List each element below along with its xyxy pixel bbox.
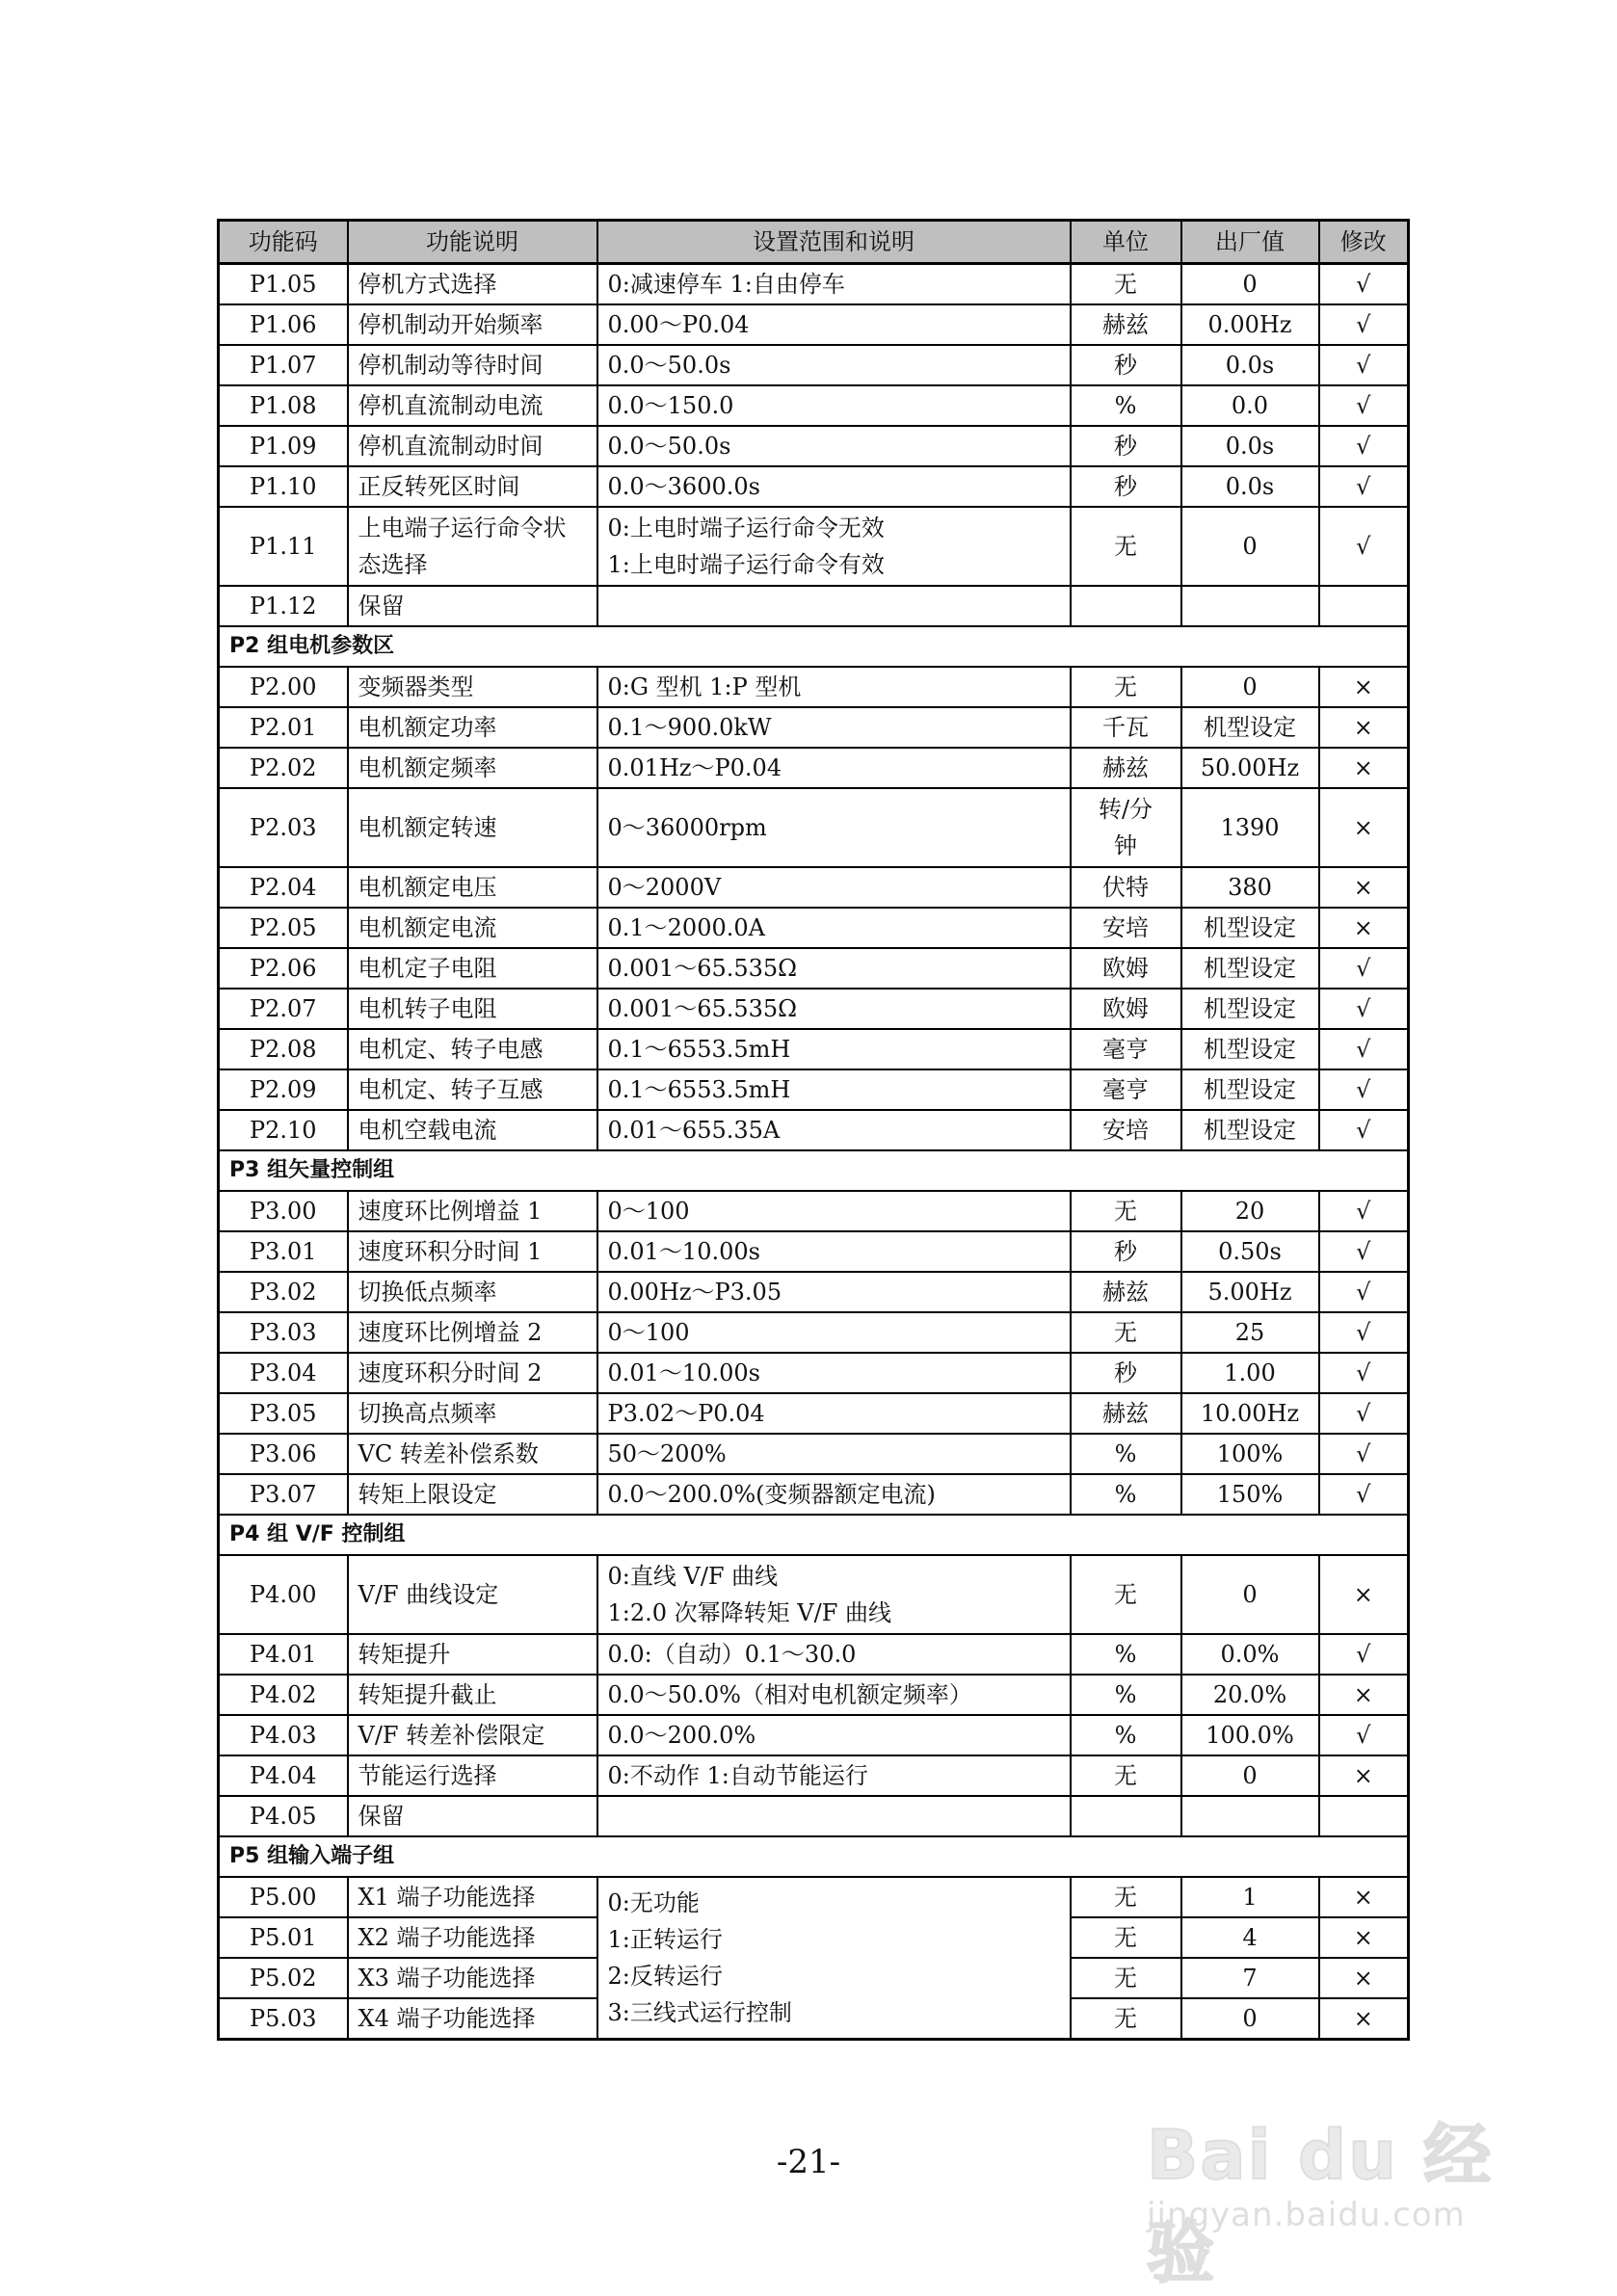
baidu-jingyan-watermark [1147,2096,1551,2292]
cell-default: 1.00 [1181,1353,1319,1393]
cell-unit: 赫兹 [1071,304,1181,345]
table-row [219,426,1409,466]
table-row [219,948,1409,989]
cell-default: 0 [1181,1755,1319,1796]
table-row [219,1272,1409,1312]
cell-unit: 千瓦 [1071,707,1181,748]
cell-unit: 毫亨 [1071,1029,1181,1069]
table-row [219,466,1409,507]
cell-unit: 无 [1071,1312,1181,1353]
cell-default: 0.0s [1181,345,1319,385]
header-default: 出厂值 [1181,221,1319,264]
cell-code: P4.01 [219,1634,348,1675]
cell-name: 电机定、转子电感 [348,1029,597,1069]
cell-default: 1390 [1181,788,1319,867]
cell-default: 5.00Hz [1181,1272,1319,1312]
range-line: 0:上电时端子运行命令无效 [607,515,885,541]
cell-default: 机型设定 [1181,989,1319,1029]
cell-code: P2.04 [219,867,348,908]
cell-name: 保留 [348,586,597,626]
cell-name: 电机额定频率 [348,748,597,788]
cell-code: P5.03 [219,1998,348,2040]
cell-default: 25 [1181,1312,1319,1353]
table-row [219,908,1409,948]
cell-modify: √ [1319,1474,1409,1515]
cell-default: 20 [1181,1191,1319,1231]
cell-range: 0～100 [597,1312,1071,1353]
cell-modify: √ [1319,1393,1409,1434]
cell-code: P2.08 [219,1029,348,1069]
cell-range: 0.00～P0.04 [597,304,1071,345]
table-row [219,1312,1409,1353]
cell-name: V/F 曲线设定 [348,1555,597,1634]
cell-modify [1319,586,1409,626]
cell-unit: 欧姆 [1071,989,1181,1029]
table-row [219,1231,1409,1272]
cell-unit: 毫亨 [1071,1069,1181,1110]
range-line: 1:上电时端子运行命令有效 [607,551,885,578]
table-row [219,264,1409,305]
cell-code: P4.05 [219,1796,348,1836]
section-title-p2: P2 组电机参数区 [219,626,1409,667]
section-title-p4: P4 组 V/F 控制组 [219,1515,1409,1555]
cell-unit: % [1071,1675,1181,1715]
cell-name: 转矩提升截止 [348,1675,597,1715]
cell-default: 7 [1181,1958,1319,1998]
table-row [219,1110,1409,1150]
cell-name: 停机直流制动时间 [348,426,597,466]
cell-unit: 秒 [1071,426,1181,466]
cell-modify: √ [1319,1110,1409,1150]
cell-modify: × [1319,1917,1409,1958]
cell-name: 保留 [348,1796,597,1836]
cell-name: 电机额定电流 [348,908,597,948]
cell-default: 0.0s [1181,426,1319,466]
cell-default: 0 [1181,1998,1319,2040]
table-row [219,1555,1409,1634]
cell-name: 速度环积分时间 1 [348,1231,597,1272]
cell-range: 0.0:（自动）0.1～30.0 [597,1634,1071,1675]
cell-modify: √ [1319,948,1409,989]
cell-default: 1 [1181,1877,1319,1917]
cell-default: 10.00Hz [1181,1393,1319,1434]
range-line: 0:直线 V/F 曲线 [607,1563,779,1590]
cell-modify: √ [1319,1191,1409,1231]
cell-name: 电机额定电压 [348,867,597,908]
table-row [219,1675,1409,1715]
cell-unit: % [1071,1715,1181,1755]
table-row [219,1755,1409,1796]
header-name: 功能说明 [348,221,597,264]
cell-modify: × [1319,748,1409,788]
cell-name: 停机方式选择 [348,264,597,305]
cell-default: 380 [1181,867,1319,908]
cell-unit: 赫兹 [1071,748,1181,788]
cell-name: 停机制动开始频率 [348,304,597,345]
cell-range: 0.0～50.0%（相对电机额定频率） [597,1675,1071,1715]
cell-default: 100.0% [1181,1715,1319,1755]
cell-default: 4 [1181,1917,1319,1958]
section-row [219,1150,1409,1191]
cell-default: 0 [1181,507,1319,586]
cell-name: 电机转子电阻 [348,989,597,1029]
table-row [219,1191,1409,1231]
cell-modify: × [1319,1877,1409,1917]
table-row [219,748,1409,788]
cell-modify: √ [1319,1715,1409,1755]
cell-range: 0.0～150.0 [597,385,1071,426]
cell-range [597,586,1071,626]
watermark-brand: Bai du 经验 [1147,2116,1494,2292]
cell-unit: 安培 [1071,908,1181,948]
cell-default: 机型设定 [1181,1029,1319,1069]
cell-range: 0.0～200.0%(变频器额定电流) [597,1474,1071,1515]
cell-code: P1.06 [219,304,348,345]
cell-default: 0.50s [1181,1231,1319,1272]
cell-code: P3.05 [219,1393,348,1434]
cell-name: X4 端子功能选择 [348,1998,597,2040]
cell-default [1181,586,1319,626]
cell-modify: √ [1319,1634,1409,1675]
cell-unit: 无 [1071,1555,1181,1634]
cell-unit: 无 [1071,1998,1181,2040]
table-row [219,1474,1409,1515]
cell-unit: % [1071,1474,1181,1515]
cell-range: 0.1～2000.0A [597,908,1071,948]
cell-modify: √ [1319,1312,1409,1353]
table-row [219,1796,1409,1836]
cell-code: P1.08 [219,385,348,426]
cell-range: P3.02～P0.04 [597,1393,1071,1434]
cell-unit: 伏特 [1071,867,1181,908]
cell-range: 0.00Hz～P3.05 [597,1272,1071,1312]
cell-code: P2.03 [219,788,348,867]
table-row [219,1069,1409,1110]
cell-code: P4.00 [219,1555,348,1634]
cell-range: 0～2000V [597,867,1071,908]
cell-code: P4.03 [219,1715,348,1755]
cell-name: 停机直流制动电流 [348,385,597,426]
cell-unit: 欧姆 [1071,948,1181,989]
cell-modify: × [1319,908,1409,948]
cell-name: 电机额定转速 [348,788,597,867]
cell-default: 0 [1181,264,1319,305]
cell-default: 20.0% [1181,1675,1319,1715]
cell-unit: 无 [1071,1917,1181,1958]
cell-name: 转矩提升 [348,1634,597,1675]
cell-code: P1.12 [219,586,348,626]
cell-code: P4.04 [219,1755,348,1796]
cell-range: 0.001～65.535Ω [597,948,1071,989]
cell-default: 100% [1181,1434,1319,1474]
table-row [219,345,1409,385]
cell-unit: 赫兹 [1071,1393,1181,1434]
cell-range: 0～36000rpm [597,788,1071,867]
cell-range: 50～200% [597,1434,1071,1474]
cell-code: P3.00 [219,1191,348,1231]
cell-name: X3 端子功能选择 [348,1958,597,1998]
header-range: 设置范围和说明 [597,221,1071,264]
cell-default: 0 [1181,1555,1319,1634]
table-row [219,989,1409,1029]
cell-name: 速度环比例增益 2 [348,1312,597,1353]
table-row [219,788,1409,867]
cell-unit: 无 [1071,1191,1181,1231]
cell-unit: 安培 [1071,1110,1181,1150]
cell-range [597,1555,1071,1634]
cell-unit: 无 [1071,507,1181,586]
header-unit: 单位 [1071,221,1181,264]
cell-modify: √ [1319,1272,1409,1312]
cell-range: 0.01～10.00s [597,1231,1071,1272]
cell-default: 0.0 [1181,385,1319,426]
cell-code: P5.00 [219,1877,348,1917]
cell-unit: 秒 [1071,1353,1181,1393]
cell-default: 150% [1181,1474,1319,1515]
cell-default: 机型设定 [1181,707,1319,748]
cell-modify: × [1319,867,1409,908]
section-title-p5: P5 组输入端子组 [219,1836,1409,1877]
cell-modify: √ [1319,345,1409,385]
table-row [219,304,1409,345]
table-row [219,507,1409,586]
cell-name: X2 端子功能选择 [348,1917,597,1958]
cell-unit [1071,1796,1181,1836]
cell-modify: √ [1319,466,1409,507]
cell-code: P3.01 [219,1231,348,1272]
cell-modify: × [1319,707,1409,748]
cell-code: P1.09 [219,426,348,466]
section-title-p3: P3 组矢量控制组 [219,1150,1409,1191]
cell-range: 0.1～6553.5mH [597,1069,1071,1110]
table-row [219,867,1409,908]
cell-name: 电机空载电流 [348,1110,597,1150]
cell-default [1181,1796,1319,1836]
table-row [219,1715,1409,1755]
cell-modify: × [1319,1958,1409,1998]
cell-name: 切换低点频率 [348,1272,597,1312]
cell-unit: 秒 [1071,466,1181,507]
cell-name: 停机制动等待时间 [348,345,597,385]
cell-unit: 无 [1071,1877,1181,1917]
cell-name: 上电端子运行命令状态选择 [348,507,597,586]
cell-modify: √ [1319,426,1409,466]
cell-code: P3.03 [219,1312,348,1353]
table-row [219,586,1409,626]
cell-modify: √ [1319,1069,1409,1110]
cell-name: 电机定子电阻 [348,948,597,989]
table-row [219,1434,1409,1474]
watermark-url: jingyan.baidu.com [1147,2196,1466,2234]
table-row [219,1877,1409,1917]
cell-range: 0.0～200.0% [597,1715,1071,1755]
cell-unit: 无 [1071,264,1181,305]
option-line: 0:无功能 [607,1889,700,1916]
cell-modify: × [1319,667,1409,707]
cell-modify: √ [1319,507,1409,586]
cell-modify: √ [1319,385,1409,426]
cell-code: P2.01 [219,707,348,748]
cell-unit: % [1071,1434,1181,1474]
table-row [219,1029,1409,1069]
cell-modify [1319,1796,1409,1836]
cell-code: P5.02 [219,1958,348,1998]
cell-name: 变频器类型 [348,667,597,707]
cell-name: 节能运行选择 [348,1755,597,1796]
cell-range: 0:减速停车 1:自由停车 [597,264,1071,305]
cell-modify: × [1319,1555,1409,1634]
cell-range: 0.1～900.0kW [597,707,1071,748]
cell-name: X1 端子功能选择 [348,1877,597,1917]
cell-modify: × [1319,1675,1409,1715]
cell-code: P2.06 [219,948,348,989]
cell-name: 切换高点频率 [348,1393,597,1434]
cell-code: P2.07 [219,989,348,1029]
unit-line: 转/分 [1098,796,1153,823]
table-row [219,1634,1409,1675]
cell-default: 机型设定 [1181,1069,1319,1110]
cell-code: P2.10 [219,1110,348,1150]
table-header-row [219,221,1409,264]
cell-default: 0.00Hz [1181,304,1319,345]
cell-code: P2.02 [219,748,348,788]
cell-range: 0.001～65.535Ω [597,989,1071,1029]
cell-unit [1071,788,1181,867]
cell-default: 50.00Hz [1181,748,1319,788]
cell-default: 0.0s [1181,466,1319,507]
cell-range: 0.1～6553.5mH [597,1029,1071,1069]
cell-code: P1.10 [219,466,348,507]
cell-modify: √ [1319,1231,1409,1272]
cell-range: 0.01～10.00s [597,1353,1071,1393]
cell-range: 0～100 [597,1191,1071,1231]
cell-code: P1.05 [219,264,348,305]
cell-range-shared [597,1877,1071,2040]
cell-name: 速度环积分时间 2 [348,1353,597,1393]
cell-modify: √ [1319,264,1409,305]
cell-name: 正反转死区时间 [348,466,597,507]
cell-default: 0.0% [1181,1634,1319,1675]
page-number: -21- [776,2143,841,2181]
cell-code: P5.01 [219,1917,348,1958]
cell-range: 0.01～655.35A [597,1110,1071,1150]
cell-name: V/F 转差补偿限定 [348,1715,597,1755]
cell-unit: 无 [1071,1958,1181,1998]
cell-modify: √ [1319,989,1409,1029]
cell-code: P2.05 [219,908,348,948]
option-line: 1:正转运行 [607,1926,723,1953]
cell-code: P3.04 [219,1353,348,1393]
cell-default: 机型设定 [1181,908,1319,948]
range-line: 1:2.0 次幂降转矩 V/F 曲线 [607,1599,891,1626]
header-modify: 修改 [1319,221,1409,264]
table-row [219,707,1409,748]
cell-range: 0.0～50.0s [597,426,1071,466]
cell-code: P1.07 [219,345,348,385]
cell-code: P4.02 [219,1675,348,1715]
cell-name: 电机定、转子互感 [348,1069,597,1110]
cell-range: 0:不动作 1:自动节能运行 [597,1755,1071,1796]
cell-code: P3.07 [219,1474,348,1515]
cell-modify: √ [1319,1029,1409,1069]
table-row [219,667,1409,707]
cell-range [597,507,1071,586]
parameter-table [217,219,1410,2041]
cell-unit: 赫兹 [1071,1272,1181,1312]
cell-name: 速度环比例增益 1 [348,1191,597,1231]
section-row [219,626,1409,667]
cell-range: 0.0～50.0s [597,345,1071,385]
unit-line: 钟 [1114,832,1137,859]
cell-unit: 秒 [1071,345,1181,385]
cell-name: VC 转差补偿系数 [348,1434,597,1474]
cell-code: P1.11 [219,507,348,586]
section-row [219,1515,1409,1555]
cell-default: 机型设定 [1181,948,1319,989]
cell-unit: 秒 [1071,1231,1181,1272]
cell-range: 0.01Hz～P0.04 [597,748,1071,788]
cell-modify: × [1319,1998,1409,2040]
cell-default: 0 [1181,667,1319,707]
cell-unit: 无 [1071,1755,1181,1796]
cell-name: 转矩上限设定 [348,1474,597,1515]
cell-modify: × [1319,1755,1409,1796]
cell-modify: √ [1319,304,1409,345]
cell-range: 0.0～3600.0s [597,466,1071,507]
cell-range: 0:G 型机 1:P 型机 [597,667,1071,707]
cell-modify: × [1319,788,1409,867]
cell-name: 电机额定功率 [348,707,597,748]
section-row [219,1836,1409,1877]
cell-code: P3.02 [219,1272,348,1312]
cell-code: P2.00 [219,667,348,707]
header-code: 功能码 [219,221,348,264]
option-line: 2:反转运行 [607,1963,723,1990]
cell-modify: √ [1319,1353,1409,1393]
cell-unit: % [1071,385,1181,426]
cell-code: P2.09 [219,1069,348,1110]
cell-unit: % [1071,1634,1181,1675]
cell-unit [1071,586,1181,626]
cell-default: 机型设定 [1181,1110,1319,1150]
cell-unit: 无 [1071,667,1181,707]
table-row [219,1393,1409,1434]
option-line: 3:三线式运行控制 [607,1999,792,2026]
table-row [219,1353,1409,1393]
table-row [219,385,1409,426]
cell-code: P3.06 [219,1434,348,1474]
cell-modify: √ [1319,1434,1409,1474]
cell-range [597,1796,1071,1836]
